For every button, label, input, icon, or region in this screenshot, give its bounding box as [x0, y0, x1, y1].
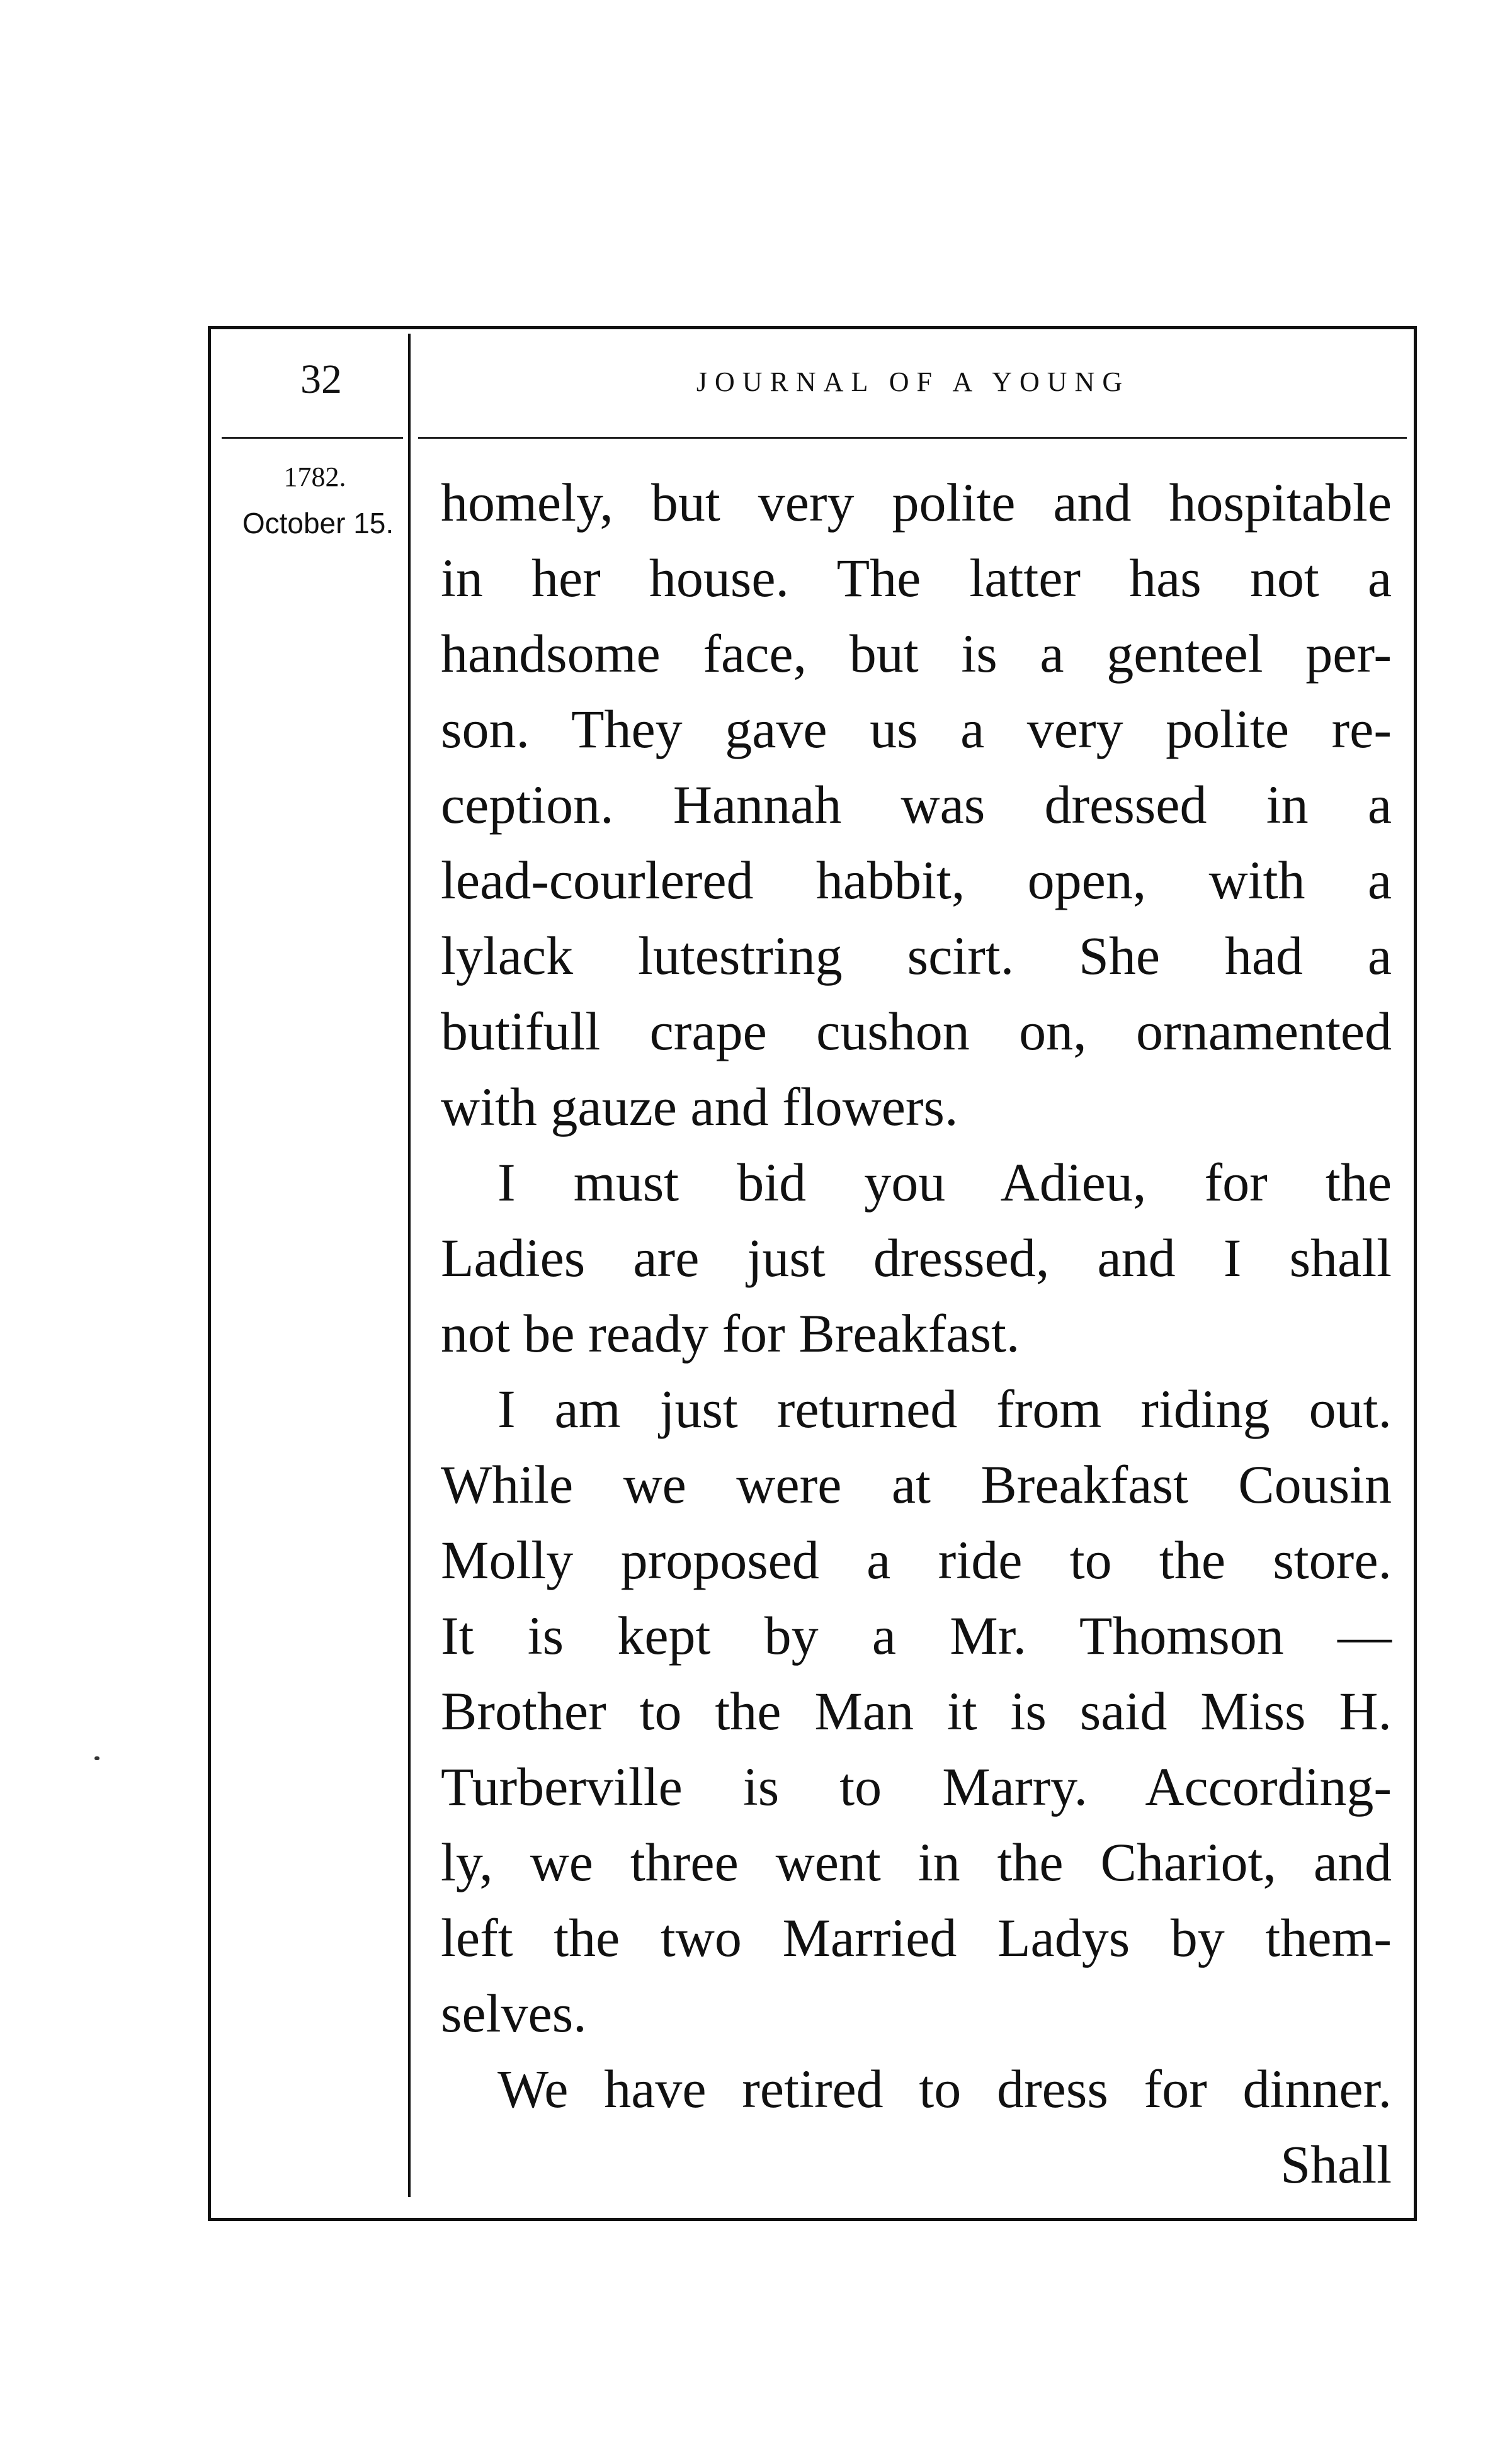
- margin-divider: [408, 334, 411, 2197]
- text-line: ception. Hannah was dressed in a: [441, 774, 1392, 835]
- text-line: We have retired to dress for dinner.: [497, 2059, 1392, 2119]
- text-line: I must bid you Adieu, for the: [497, 1152, 1392, 1212]
- text-line: It is kept by a Mr. Thomson —: [441, 1605, 1392, 1666]
- text-line: lylack lutestring scirt. She had a: [441, 925, 1392, 986]
- header-rule-left: [222, 437, 403, 439]
- header-rule-right: [418, 437, 1407, 439]
- text-line: in her house. The latter has not a: [441, 548, 1392, 608]
- text-line: left the two Married Ladys by them-: [441, 1907, 1392, 1968]
- ink-speck: [94, 1756, 99, 1760]
- catchword: Shall: [1280, 2134, 1392, 2195]
- text-line: While we were at Breakfast Cousin: [441, 1454, 1392, 1515]
- text-line: Molly proposed a ride to the store.: [441, 1530, 1392, 1590]
- margin-year: 1782.: [283, 461, 346, 492]
- page-number: 32: [300, 356, 342, 402]
- text-line: handsome face, but is a genteel per-: [441, 623, 1392, 684]
- margin-date: October 15.: [242, 507, 394, 540]
- text-line: homely, but very polite and hospitable: [441, 472, 1392, 533]
- text-line: lead-courlered habbit, open, with a: [441, 850, 1392, 910]
- text-line: ly, we three went in the Chariot, and: [441, 1832, 1392, 1892]
- text-line: with gauze and flowers.: [441, 1077, 958, 1137]
- text-line: son. They gave us a very polite re-: [441, 699, 1392, 759]
- text-line: I am just returned from riding out.: [497, 1379, 1392, 1439]
- text-line: butifull crape cushon on, ornamented: [441, 1001, 1392, 1061]
- journal-body: [441, 465, 1392, 2202]
- text-line: Turberville is to Marry. According-: [441, 1756, 1392, 1817]
- text-line: Brother to the Man it is said Miss H.: [441, 1681, 1392, 1741]
- text-line: Ladies are just dressed, and I shall: [441, 1228, 1392, 1288]
- text-line: selves.: [441, 1983, 587, 2043]
- text-line: not be ready for Breakfast.: [441, 1303, 1020, 1364]
- running-title: JOURNAL OF A YOUNG: [696, 366, 1130, 397]
